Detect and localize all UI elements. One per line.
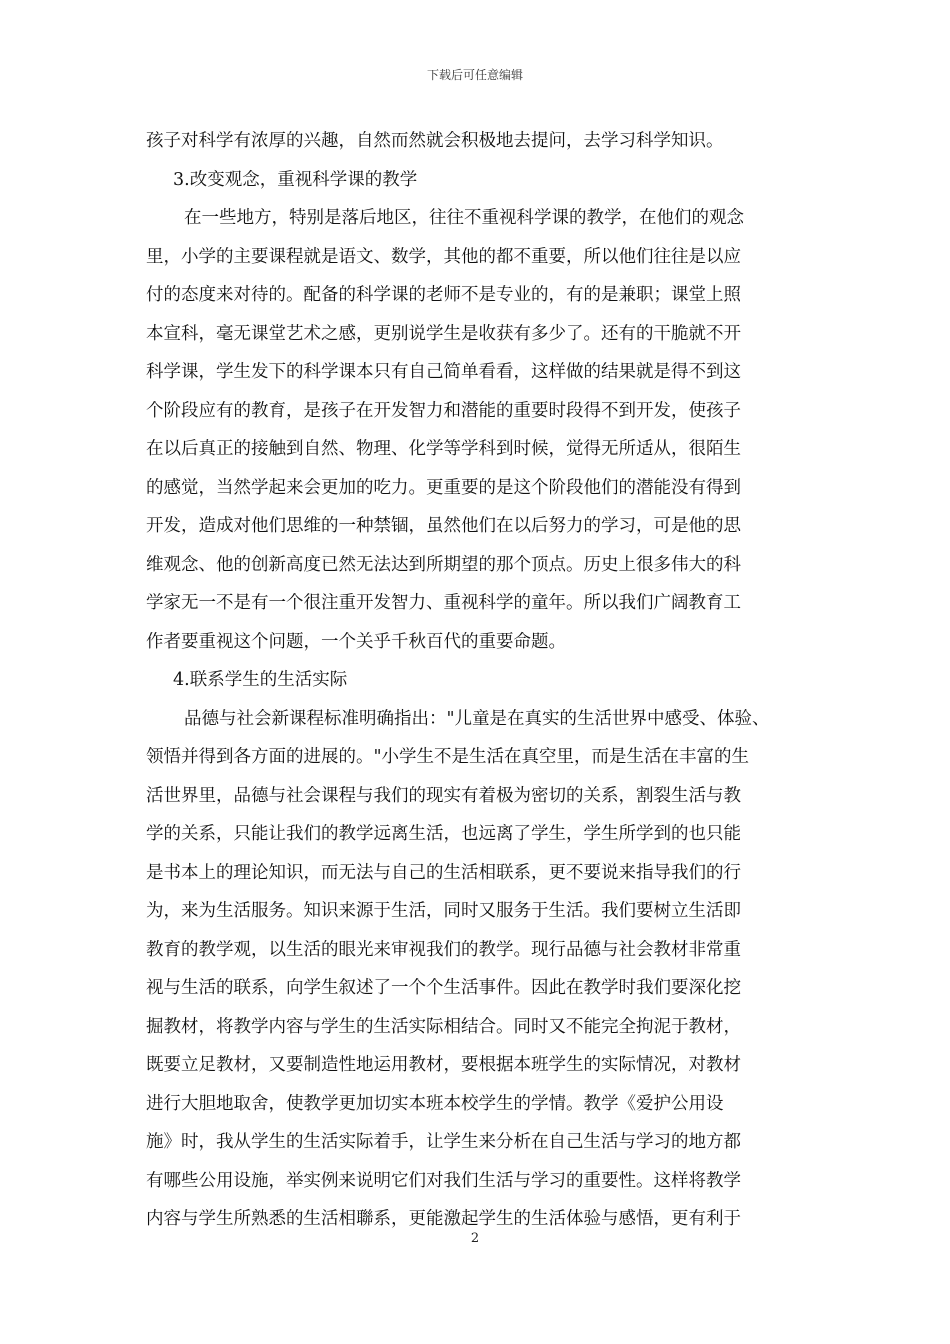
body-line: 是书本上的理论知识，而无法与自己的生活相联系，更不要说来指导我们的行	[146, 862, 741, 883]
body-line: 视与生活的联系，向学生叙述了一个个生活事件。因此在教学时我们要深化挖	[146, 978, 741, 998]
body-line: 进行大胆地取舍，使教学更加切实本班本校学生的学情。教学《爱护公用设	[146, 1093, 724, 1114]
body-line: 活世界里，品德与社会课程与我们的现实有着极为密切的关系，割裂生活与教	[146, 785, 741, 806]
page-number: 2	[470, 1231, 480, 1246]
body-line: 维观念、他的创新高度已然无法达到所期望的那个顶点。历史上很多伟大的科	[146, 554, 741, 575]
body-line: 内容与学生所熟悉的生活相聯系，更能激起学生的生活体验与感悟，更有利于	[146, 1209, 741, 1229]
body-line: 学家无一不是有一个很注重开发智力、重视科学的童年。所以我们广阔教育工	[146, 593, 741, 613]
body-line: 的感觉，当然学起来会更加的吃力。更重要的是这个阶段他们的潜能没有得到	[146, 477, 741, 498]
body-line: 孩子对科学有浓厚的兴趣，自然而然就会积极地去提问，去学习科学知识。	[146, 131, 724, 151]
body-line: 领悟并得到各方面的进展的。"小学生不是生活在真空里，而是生活在丰富的生	[146, 747, 750, 767]
body-line: 作者要重视这个问题，一个关乎千秋百代的重要命题。	[146, 631, 566, 652]
page-header: 下载后可任意编辑	[426, 68, 523, 82]
body-line: 学的关系，只能让我们的教学远离生活，也远离了学生，学生所学到的也只能	[146, 824, 741, 844]
document-body	[146, 122, 810, 1239]
body-line: 既要立足教材，又要制造性地运用教材，要根据本班学生的实际情况，对教材	[146, 1055, 741, 1075]
body-line: 掘教材，将教学内容与学生的生活实际相结合。同时又不能完全拘泥于教材，	[146, 1016, 741, 1037]
body-line: 施》时，我从学生的生活实际着手，让学生来分析在自己生活与学习的地方都	[146, 1132, 741, 1152]
paragraph-first-line: 在一些地方，特别是落后地区，往往不重视科学课的教学，在他们的观念	[184, 208, 744, 228]
body-line: 科学课，学生发下的科学课本只有自己简单看看，这样做的结果就是得不到这	[146, 362, 741, 382]
body-line: 教育的教学观，以生活的眼光来审视我们的教学。现行品德与社会教材非常重	[146, 939, 741, 960]
section-heading: 3.改变观念，重视科学课的教学	[173, 169, 418, 190]
body-line: 本宣科，毫无课堂艺术之感，更别说学生是收获有多少了。还有的干脆就不开	[146, 323, 741, 344]
body-line: 为，来为生活服务。知识来源于生活，同时又服务于生活。我们要树立生活即	[146, 901, 741, 921]
body-line: 个阶段应有的教育，是孩子在开发智力和潜能的重要时段得不到开发，使孩子	[146, 400, 741, 421]
body-line: 里，小学的主要课程就是语文、数学，其他的都不重要，所以他们往往是以应	[146, 246, 741, 267]
body-line: 有哪些公用设施，举实例来说明它们对我们生活与学习的重要性。这样将教学	[146, 1170, 741, 1191]
body-line: 开发，造成对他们思维的一种禁锢，虽然他们在以后努力的学习，可是他的思	[146, 516, 741, 536]
body-line: 在以后真正的接触到自然、物理、化学等学科到时候，觉得无所适从，很陌生	[146, 439, 741, 459]
body-line: 付的态度来对待的。配备的科学课的老师不是专业的，有的是兼职；课堂上照	[146, 285, 741, 305]
paragraph-first-line: 品德与社会新课程标准明确指出："儿童是在真实的生活世界中感受、体验、	[184, 708, 770, 729]
section-heading: 4.联系学生的生活实际	[173, 670, 348, 690]
